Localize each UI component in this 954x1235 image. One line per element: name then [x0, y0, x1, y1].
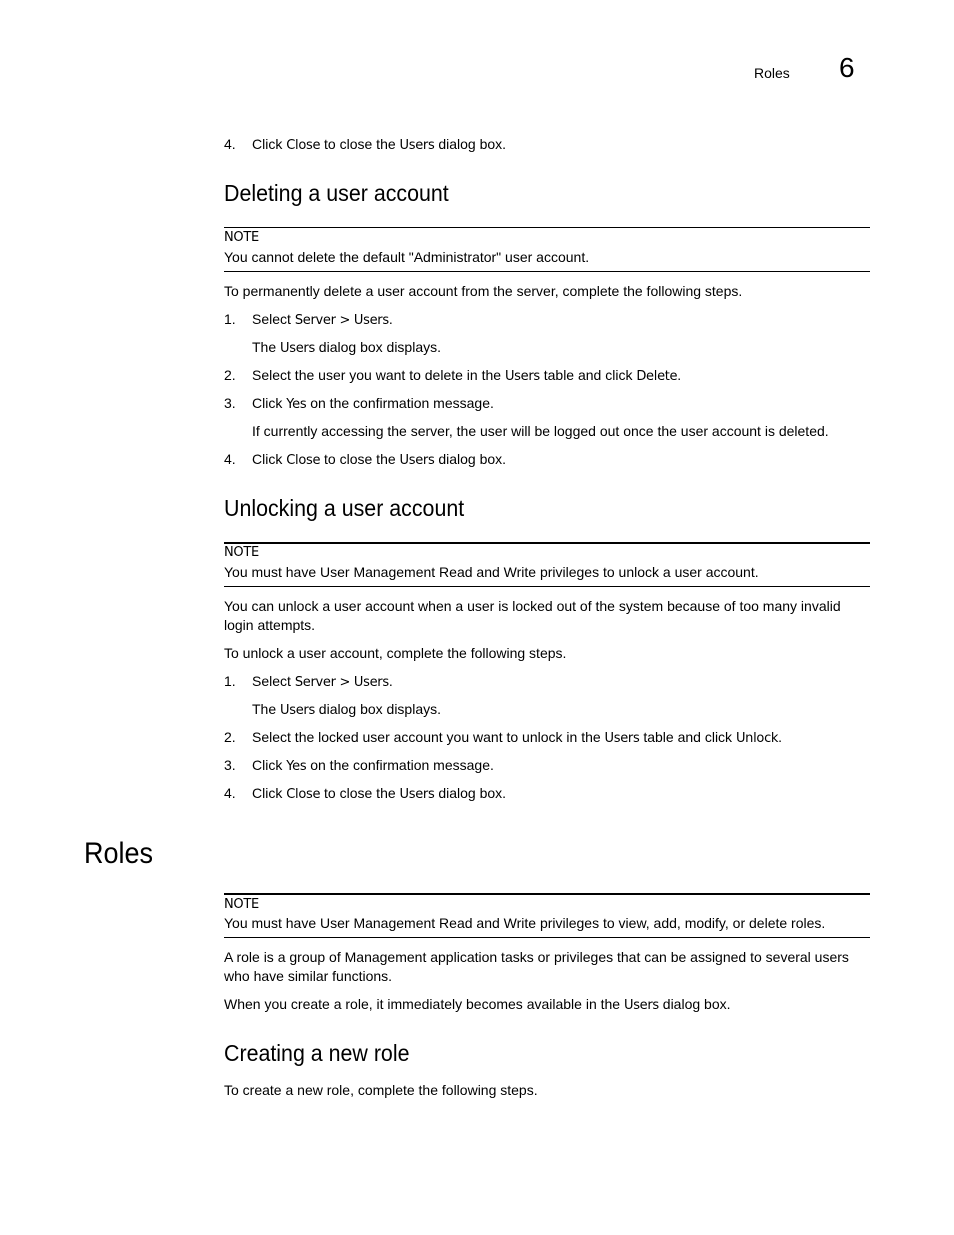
- text-run: .: [677, 367, 682, 383]
- running-header-section: Roles: [754, 65, 790, 81]
- ui-term-users: Users: [504, 369, 540, 384]
- ui-term-unlock: Unlock: [735, 731, 779, 746]
- paragraph: To unlock a user account, complete the following steps.: [224, 645, 567, 661]
- text-run: Click: [252, 136, 287, 152]
- step-text: [252, 450, 506, 470]
- text-run: Click: [252, 757, 287, 773]
- text-run: dialog box.: [434, 136, 507, 152]
- ui-term-menu-path: Server > Users: [294, 675, 389, 690]
- text-run: table and click: [539, 367, 637, 383]
- ui-term-users: Users: [399, 138, 435, 153]
- note-bottom-rule: [224, 937, 870, 938]
- step-number: 2.: [224, 729, 236, 745]
- section-heading-creating: Creating a new role: [224, 1040, 410, 1066]
- ui-term-close: Close: [286, 787, 321, 802]
- step-number: 1.: [224, 673, 236, 689]
- step-text: [252, 756, 494, 776]
- step-result: If currently accessing the server, the user will be logged out once the user account is deleted.: [252, 423, 829, 439]
- ui-term-close: Close: [286, 453, 321, 468]
- step-result: [252, 338, 441, 358]
- note-label: NOTE: [224, 230, 259, 245]
- step-text: [252, 784, 506, 804]
- note-text: You must have User Management Read and Write privileges to view, add, modify, or delete roles.: [224, 915, 826, 931]
- chapter-number: 6: [839, 52, 855, 83]
- note-bottom-rule: [224, 586, 870, 587]
- paragraph: To create a new role, complete the following steps.: [224, 1082, 538, 1098]
- ui-term-menu-path: Server > Users: [294, 313, 389, 328]
- note-top-rule: [224, 542, 870, 544]
- ui-term-users: Users: [399, 787, 435, 802]
- paragraph: [224, 995, 731, 1015]
- text-run: dialog box displays.: [314, 339, 441, 355]
- note-bottom-rule: [224, 271, 870, 272]
- chapter-section-heading-roles: Roles: [84, 837, 154, 870]
- text-run: to close the: [320, 136, 400, 152]
- section-heading-unlocking: Unlocking a user account: [224, 495, 465, 521]
- text-run: table and click: [639, 729, 736, 745]
- step-result: [252, 700, 441, 720]
- note-label: NOTE: [224, 545, 259, 560]
- step-number: 2.: [224, 367, 236, 383]
- ui-term-yes: Yes: [286, 397, 307, 412]
- step-text: [252, 728, 782, 748]
- text-run: Click: [252, 451, 287, 467]
- step-number: 3.: [224, 395, 236, 411]
- ui-term-users: Users: [604, 731, 640, 746]
- ui-term-yes: Yes: [286, 759, 307, 774]
- text-run: .: [388, 311, 393, 327]
- text-run: to close the: [320, 451, 400, 467]
- step-number: 4.: [224, 136, 236, 152]
- step-text: [252, 135, 506, 155]
- section-heading-deleting: Deleting a user account: [224, 180, 449, 206]
- text-run: Select: [252, 673, 295, 689]
- step-text: [252, 394, 494, 414]
- text-run: Select the locked user account you want to unlock in the: [252, 729, 605, 745]
- ui-term-delete: Delete: [636, 369, 678, 384]
- note-text: You must have User Management Read and Write privileges to unlock a user account.: [224, 564, 759, 580]
- ui-term-users: Users: [623, 998, 659, 1013]
- note-text: You cannot delete the default "Administrator" user account.: [224, 249, 590, 265]
- text-run: .: [778, 729, 783, 745]
- step-text: [252, 366, 681, 386]
- text-run: The: [252, 339, 281, 355]
- paragraph: A role is a group of Management application tasks or privileges that can be assigned to several users who have similar functions.: [224, 949, 849, 984]
- ui-term-users: Users: [399, 453, 435, 468]
- step-number: 4.: [224, 451, 236, 467]
- text-run: When you create a role, it immediately becomes available in the: [224, 996, 624, 1012]
- ui-term-users: Users: [280, 341, 315, 356]
- text-run: Click: [252, 395, 287, 411]
- ui-term-users: Users: [280, 703, 315, 718]
- text-run: Select the user you want to delete in the: [252, 367, 505, 383]
- note-top-rule: [224, 893, 870, 895]
- step-number: 1.: [224, 311, 236, 327]
- text-run: on the confirmation message.: [306, 757, 494, 773]
- step-text: [252, 672, 393, 692]
- step-number: 4.: [224, 785, 236, 801]
- ui-term-close: Close: [286, 138, 321, 153]
- paragraph: To permanently delete a user account from the server, complete the following steps.: [224, 283, 743, 299]
- text-run: dialog box displays.: [314, 701, 441, 717]
- text-run: The: [252, 701, 281, 717]
- paragraph: You can unlock a user account when a user is locked out of the system because of too many invalid login attempts.: [224, 598, 841, 633]
- text-run: dialog box.: [434, 785, 507, 801]
- text-run: Click: [252, 785, 287, 801]
- text-run: .: [388, 673, 393, 689]
- text-run: to close the: [320, 785, 400, 801]
- text-run: Select: [252, 311, 295, 327]
- step-text: [252, 310, 393, 330]
- step-number: 3.: [224, 757, 236, 773]
- note-top-rule: [224, 227, 870, 228]
- text-run: dialog box.: [434, 451, 507, 467]
- text-run: on the confirmation message.: [306, 395, 494, 411]
- note-label: NOTE: [224, 897, 259, 912]
- text-run: dialog box.: [658, 996, 731, 1012]
